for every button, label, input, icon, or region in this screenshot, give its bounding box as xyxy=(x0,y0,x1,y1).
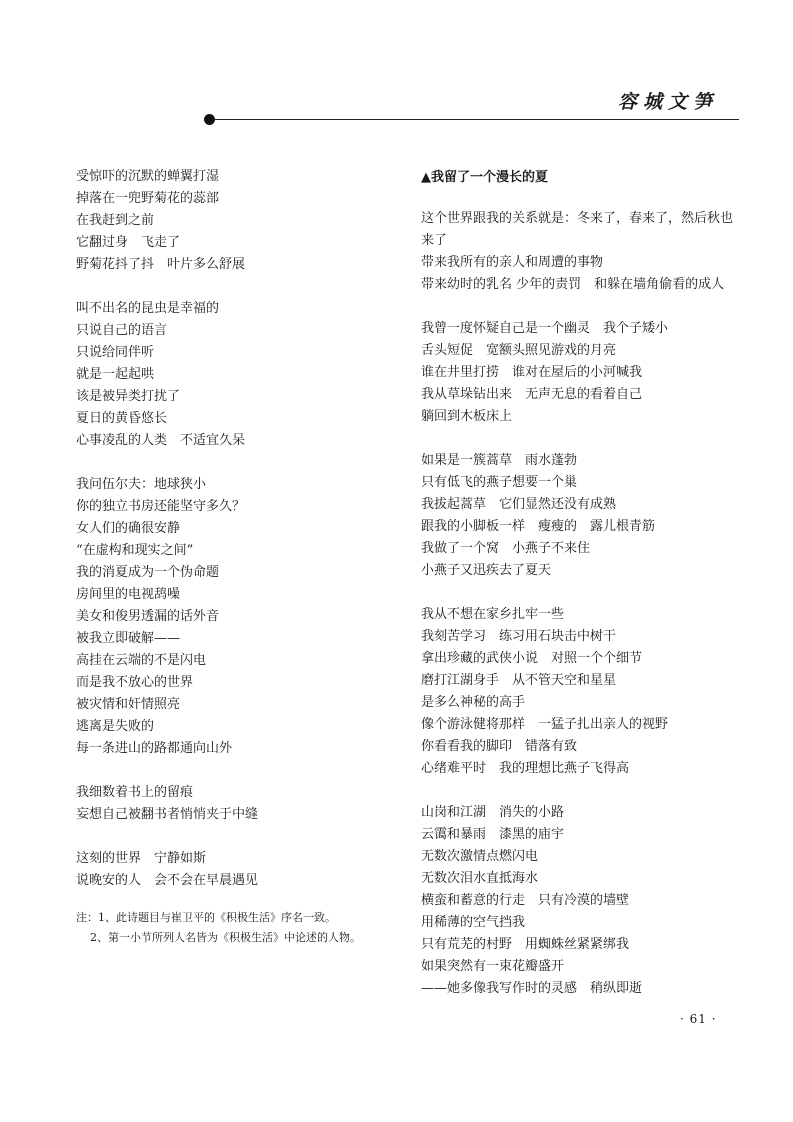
poem-line: 拿出珍藏的武侠小说 对照一个个细节 xyxy=(421,651,643,666)
poem-line: 小燕子又迅疾去了夏天 xyxy=(421,563,552,578)
poem-line: 野菊花抖了抖 叶片多么舒展 xyxy=(76,257,246,272)
stanza xyxy=(76,474,386,760)
poem-line: 该是被异类打扰了 xyxy=(76,389,181,404)
poem-line: 舌头短促 宽额头照见游戏的月亮 xyxy=(421,343,617,358)
poem-line: 只有低飞的燕子想要一个巢 xyxy=(421,475,578,490)
poem-line: 女人们的确很安静 xyxy=(76,521,181,536)
poem-line: 夏日的黄昏悠长 xyxy=(76,411,168,426)
poem-line: 我做了一个窝 小燕子不来住 xyxy=(421,541,591,556)
poem-line: ——她多像我写作时的灵感 稍纵即逝 xyxy=(421,981,643,996)
poem-line: 谁在井里打捞 谁对在屋后的小河喊我 xyxy=(421,365,643,380)
poem-line: 山岗和江湖 消失的小路 xyxy=(421,805,565,820)
poem-line: 我的消夏成为一个伪命题 xyxy=(76,565,220,580)
poem-line: 我细数着书上的留痕 xyxy=(76,785,194,800)
stanza xyxy=(421,450,751,582)
poem-line: 这刻的世界 宁静如斯 xyxy=(76,851,207,866)
poem-line: 受惊吓的沉默的蝉翼打湿 xyxy=(76,169,220,184)
poem-line: 磨打江湖身手 从不管天空和星星 xyxy=(421,673,617,688)
poem-line: 我刻苦学习 练习用石块击中树干 xyxy=(421,629,617,644)
poem-line: 像个游泳健将那样 一猛子扎出亲人的视野 xyxy=(421,717,669,732)
poem-line: 你看看我的脚印 错落有致 xyxy=(421,739,578,754)
stanza xyxy=(421,802,751,1000)
poem-line: 说晚安的人 会不会在早晨遇见 xyxy=(76,873,259,888)
poem-line: 只说自己的语言 xyxy=(76,323,168,338)
poem-line: 用稀薄的空气挡我 xyxy=(421,915,526,930)
poem-line: 我拔起蒿草 它们显然还没有成熟 xyxy=(421,497,617,512)
poem-line: 横蛮和蓄意的行走 只有冷漠的墙壁 xyxy=(421,893,630,908)
header-title: 容城文笋 xyxy=(617,91,718,113)
poem-line: 我从不想在家乡扎牢一些 xyxy=(421,607,565,622)
poem-line: 房间里的电视鸹噪 xyxy=(76,587,181,602)
poem-line: 云霭和暴雨 漆黑的庙宇 xyxy=(421,827,565,842)
poem-line: 美女和俊男透漏的话外音 xyxy=(76,609,220,624)
poem-line: 带来我所有的亲人和周遭的事物 xyxy=(421,255,604,270)
poem-line: 而是我不放心的世界 xyxy=(76,675,194,690)
poem-line: 这个世界跟我的关系就是：冬来了，春来了，然后秋也 xyxy=(421,211,734,226)
poem-line: 心事凌乱的人类 不适宜久呆 xyxy=(76,433,246,448)
footnote: 注：1、此诗题目与崔卫平的《积极生活》序名一致。 xyxy=(76,911,336,924)
poem-line: 我从草垛钻出来 无声无息的看着自己 xyxy=(421,387,643,402)
poem-line: 是多么神秘的高手 xyxy=(421,695,526,710)
stanza xyxy=(76,848,386,892)
stanza xyxy=(421,604,751,780)
poem-line: 我曾一度怀疑自己是一个幽灵 我个子矮小 xyxy=(421,321,669,336)
poem-line: 被灾情和奸情照亮 xyxy=(76,697,181,712)
stanza xyxy=(76,166,386,276)
poem-line: 逃离是失败的 xyxy=(76,719,155,734)
poem-line: 如果突然有一束花瓣盛开 xyxy=(421,959,565,974)
poem-line: 无数次激情点燃闪电 xyxy=(421,849,539,864)
poem-line: 只有荒芜的村野 用蜘蛛丝紧紧绑我 xyxy=(421,937,630,952)
poem-line: 来了 xyxy=(421,233,448,248)
poem-line: 妄想自己被翻书者悄悄夹于中缝 xyxy=(76,807,259,822)
poem-line: 躺回到木板床上 xyxy=(421,409,513,424)
right-column xyxy=(421,166,751,1022)
poem-line: 它翻过身 飞走了 xyxy=(76,235,181,250)
stanza xyxy=(421,208,751,296)
poem-line: 在我赶到之前 xyxy=(76,213,155,228)
poem-line: 心绪难平时 我的理想比燕子飞得高 xyxy=(421,761,630,776)
poem-line: 无数次泪水直抵海水 xyxy=(421,871,539,886)
stanza xyxy=(76,782,386,826)
left-column xyxy=(76,166,386,948)
stanza xyxy=(421,318,751,428)
footnote: 2、第一小节所列人名皆为《积极生活》中论述的人物。 xyxy=(90,931,361,944)
poem-line: 就是一起起哄 xyxy=(76,367,155,382)
page-number: · 61 · xyxy=(680,1012,717,1026)
stanza xyxy=(76,298,386,452)
poem-line: 每一条进山的路都通向山外 xyxy=(76,741,233,756)
poem-line: 只说给同伴听 xyxy=(76,345,155,360)
poem-line: 高挂在云端的不是闪电 xyxy=(76,653,207,668)
header-rule xyxy=(212,119,739,120)
poem-line: “在虚构和现实之间” xyxy=(76,543,194,558)
poem-title: ▲我留了一个漫长的夏 xyxy=(421,170,548,185)
poem-line: 叫不出名的昆虫是幸福的 xyxy=(76,301,220,316)
poem-line: 掉落在一兜野菊花的蕊部 xyxy=(76,191,220,206)
poem-line: 如果是一簇蒿草 雨水蓬勃 xyxy=(421,453,578,468)
footnotes xyxy=(76,908,386,948)
poem-line: 带来幼时的乳名 少年的责罚 和躲在墙角偷看的成人 xyxy=(421,277,725,292)
poem-line: 被我立即破解—— xyxy=(76,631,181,646)
poem-line: 跟我的小脚板一样 瘦瘦的 露儿根青筋 xyxy=(421,519,656,534)
poem-line: 你的独立书房还能坚守多久？ xyxy=(76,499,246,514)
poem-line: 我问伍尔夫：地球狭小 xyxy=(76,477,207,492)
